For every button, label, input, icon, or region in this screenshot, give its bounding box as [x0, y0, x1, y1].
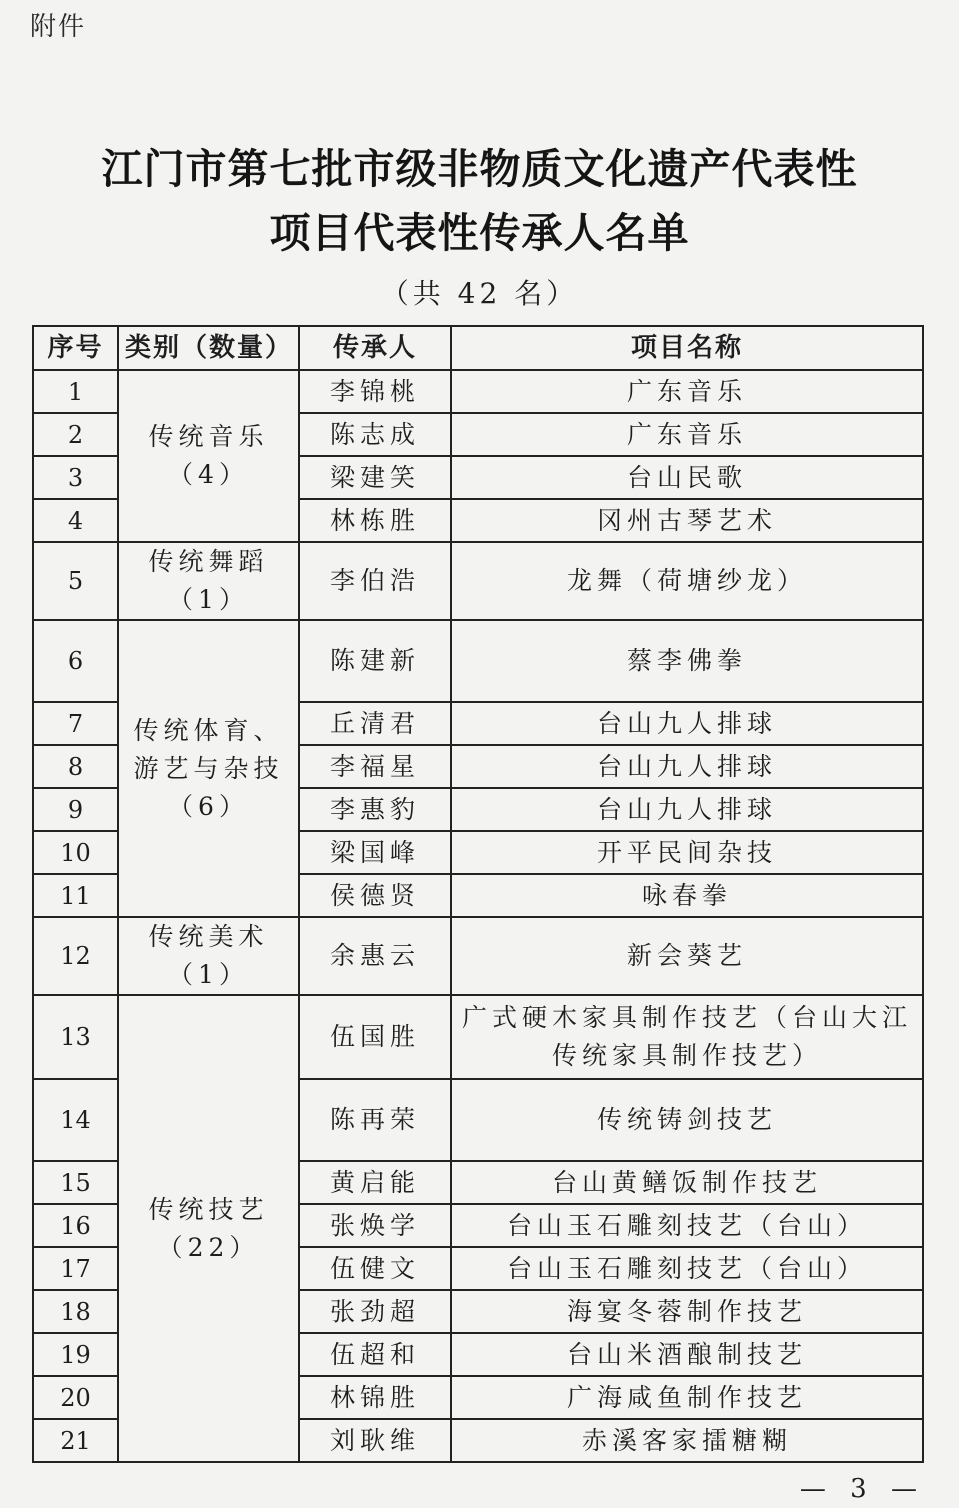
- document-title-line1: 江门市第七批市级非物质文化遗产代表性: [101, 145, 858, 193]
- project-name: 广式硬木家具制作技艺（台山大江传统家具制作技艺）: [451, 995, 923, 1079]
- inheritor-name: 李惠豹: [299, 788, 451, 831]
- row-number: 16: [33, 1204, 118, 1247]
- inheritor-name: 伍健文: [299, 1247, 451, 1290]
- header-category: 类别（数量）: [118, 326, 299, 370]
- table-row: [33, 370, 923, 413]
- document-title-line2: 项目代表性传承人名单: [269, 209, 690, 257]
- category-name-line2: 游艺与杂技: [133, 753, 284, 783]
- category-cell: [118, 620, 299, 917]
- row-number: 21: [33, 1419, 118, 1462]
- category-count: （1）: [168, 585, 249, 614]
- category-count: （22）: [157, 1232, 260, 1262]
- inheritor-name: 余惠云: [299, 917, 451, 995]
- inheritor-name: 林锦胜: [299, 1376, 451, 1419]
- category-name: 传统音乐: [148, 422, 269, 451]
- row-number: 10: [33, 831, 118, 874]
- project-name: 台山黄鳝饭制作技艺: [451, 1161, 923, 1204]
- row-number: 15: [33, 1161, 118, 1204]
- inheritor-name: 刘耿维: [299, 1419, 451, 1462]
- project-name: 开平民间杂技: [451, 831, 923, 874]
- inheritor-name: 黄启能: [299, 1161, 451, 1204]
- inheritor-name: 梁国峰: [299, 831, 451, 874]
- category-cell: [118, 542, 299, 620]
- row-number: 14: [33, 1079, 118, 1161]
- project-name: 传统铸剑技艺: [451, 1079, 923, 1161]
- row-number: 20: [33, 1376, 118, 1419]
- project-name: 台山玉石雕刻技艺（台山）: [451, 1204, 923, 1247]
- project-name: 台山九人排球: [451, 702, 923, 745]
- table-header-row: [33, 326, 923, 370]
- row-number: 17: [33, 1247, 118, 1290]
- category-name: 传统体育、: [133, 715, 284, 745]
- project-name: 广东音乐: [451, 413, 923, 456]
- row-number: 11: [33, 874, 118, 917]
- inheritor-name: 李伯浩: [299, 542, 451, 620]
- table-row: [33, 620, 923, 702]
- category-cell: [118, 917, 299, 995]
- row-number: 3: [33, 456, 118, 499]
- row-number: 12: [33, 917, 118, 995]
- project-name: 台山九人排球: [451, 745, 923, 788]
- project-name: 咏春拳: [451, 874, 923, 917]
- inheritor-name: 伍国胜: [299, 995, 451, 1079]
- inheritor-name: 梁建笑: [299, 456, 451, 499]
- project-name: 台山民歌: [451, 456, 923, 499]
- row-number: 13: [33, 995, 118, 1079]
- project-name: 广东音乐: [451, 370, 923, 413]
- inheritor-name: 张焕学: [299, 1204, 451, 1247]
- table-row: [33, 917, 923, 995]
- project-name: 台山玉石雕刻技艺（台山）: [451, 1247, 923, 1290]
- project-name: 台山九人排球: [451, 788, 923, 831]
- project-name: 龙舞（荷塘纱龙）: [451, 542, 923, 620]
- inheritor-name: 陈志成: [299, 413, 451, 456]
- inheritor-name: 李锦桃: [299, 370, 451, 413]
- header-seq: 序号: [33, 326, 118, 370]
- row-number: 2: [33, 413, 118, 456]
- total-count: （共 42 名）: [380, 277, 579, 310]
- category-count: （6）: [168, 791, 249, 821]
- category-cell: [118, 995, 299, 1462]
- category-cell: [118, 370, 299, 542]
- row-number: 9: [33, 788, 118, 831]
- project-name: 蔡李佛拳: [451, 620, 923, 702]
- inheritor-name: 张劲超: [299, 1290, 451, 1333]
- page-number: — 3 —: [799, 1474, 925, 1504]
- row-number: 6: [33, 620, 118, 702]
- project-name: 海宴冬蓉制作技艺: [451, 1290, 923, 1333]
- inheritor-name: 陈建新: [299, 620, 451, 702]
- category-name: 传统美术: [148, 922, 269, 951]
- table-row: [33, 542, 923, 620]
- inheritors-table: [32, 325, 924, 1463]
- category-name: 传统舞蹈: [148, 547, 269, 576]
- header-person: 传承人: [299, 326, 451, 370]
- row-number: 19: [33, 1333, 118, 1376]
- inheritor-name: 侯德贤: [299, 874, 451, 917]
- row-number: 18: [33, 1290, 118, 1333]
- inheritor-name: 陈再荣: [299, 1079, 451, 1161]
- category-name: 传统技艺: [148, 1194, 269, 1224]
- project-name: 新会葵艺: [451, 917, 923, 995]
- row-number: 7: [33, 702, 118, 745]
- row-number: 4: [33, 499, 118, 542]
- row-number: 8: [33, 745, 118, 788]
- project-name: 赤溪客家擂糖糊: [451, 1419, 923, 1462]
- attachment-label: 附件: [30, 12, 87, 42]
- inheritor-name: 伍超和: [299, 1333, 451, 1376]
- category-count: （4）: [168, 460, 249, 489]
- category-count: （1）: [168, 960, 249, 989]
- project-name: 冈州古琴艺术: [451, 499, 923, 542]
- inheritor-name: 李福星: [299, 745, 451, 788]
- inheritor-name: 林栋胜: [299, 499, 451, 542]
- row-number: 1: [33, 370, 118, 413]
- project-name: 广海咸鱼制作技艺: [451, 1376, 923, 1419]
- table-row: [33, 995, 923, 1079]
- project-name: 台山米酒酿制技艺: [451, 1333, 923, 1376]
- row-number: 5: [33, 542, 118, 620]
- inheritor-name: 丘清君: [299, 702, 451, 745]
- header-project: 项目名称: [451, 326, 923, 370]
